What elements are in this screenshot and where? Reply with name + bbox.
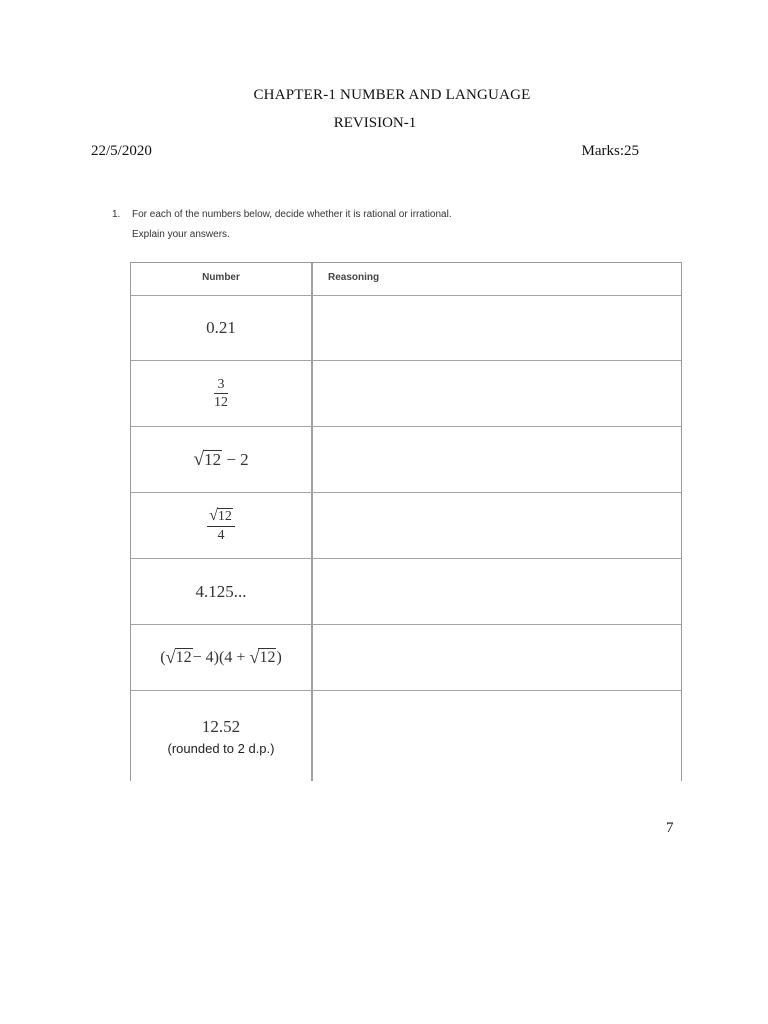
fraction-numerator: 3 bbox=[217, 376, 225, 392]
question-text-line-1: For each of the numbers below, decide whether it is rational or irrational. bbox=[132, 209, 452, 220]
fraction-denominator: 12 bbox=[214, 395, 228, 411]
number-cell bbox=[131, 559, 311, 624]
reasoning-cell[interactable] bbox=[312, 559, 681, 624]
question-text-line-2: Explain your answers. bbox=[132, 229, 230, 240]
fraction bbox=[207, 508, 235, 543]
column-header-reasoning: Reasoning bbox=[328, 272, 380, 283]
table-row bbox=[131, 493, 681, 559]
rounding-note: (rounded to 2 d.p.) bbox=[167, 740, 275, 756]
square-root bbox=[209, 508, 233, 524]
document-subtitle: REVISION-1 bbox=[333, 115, 417, 131]
math-expression bbox=[193, 450, 248, 470]
question-number: 1. bbox=[112, 209, 121, 220]
radical-sign-icon: √ bbox=[193, 448, 205, 470]
table-row bbox=[131, 427, 681, 493]
number-cell bbox=[131, 296, 311, 360]
fraction-denominator: 4 bbox=[217, 527, 225, 543]
number-value: 12.52 bbox=[201, 716, 241, 736]
table-row bbox=[131, 691, 681, 781]
reasoning-cell[interactable] bbox=[312, 427, 681, 492]
radical-sign-icon: √ bbox=[165, 647, 176, 668]
number-cell bbox=[131, 691, 311, 781]
fraction bbox=[214, 377, 228, 411]
fraction-numerator bbox=[207, 508, 235, 525]
page-number: 7 bbox=[666, 820, 674, 836]
number-cell bbox=[131, 625, 311, 690]
open-paren: ( bbox=[160, 648, 166, 666]
reasoning-cell[interactable] bbox=[312, 296, 681, 360]
radical-sign-icon: √ bbox=[249, 647, 260, 668]
radicand: 12 bbox=[175, 649, 192, 667]
number-value: 4.125... bbox=[195, 581, 247, 601]
reasoning-cell[interactable] bbox=[312, 361, 681, 426]
number-cell bbox=[131, 427, 311, 492]
column-header-number: Number bbox=[202, 272, 240, 283]
reasoning-cell[interactable] bbox=[312, 625, 681, 690]
table-row bbox=[131, 559, 681, 625]
square-root bbox=[249, 648, 276, 667]
table-header-row bbox=[131, 263, 681, 296]
number-value: 0.21 bbox=[206, 318, 236, 337]
reasoning-cell[interactable] bbox=[312, 493, 681, 558]
header-reasoning-cell bbox=[312, 263, 681, 295]
question-1 bbox=[112, 205, 452, 245]
expression-middle: − 4)(4 + bbox=[192, 648, 250, 666]
radicand: 12 bbox=[217, 508, 232, 524]
math-expression bbox=[160, 648, 282, 667]
fraction-bar bbox=[207, 526, 235, 527]
square-root bbox=[193, 450, 222, 470]
square-root bbox=[166, 648, 193, 667]
table-row bbox=[131, 625, 681, 691]
close-paren: ) bbox=[276, 648, 282, 666]
number-cell bbox=[131, 493, 311, 558]
expression-rest: − 2 bbox=[226, 449, 249, 469]
header-number-cell bbox=[131, 263, 311, 295]
document-date: 22/5/2020 bbox=[91, 143, 152, 159]
rational-irrational-table bbox=[130, 262, 682, 781]
table-row bbox=[131, 361, 681, 427]
number-cell bbox=[131, 361, 311, 426]
reasoning-cell[interactable] bbox=[312, 691, 681, 781]
radicand: 12 bbox=[259, 649, 276, 667]
table-row bbox=[131, 296, 681, 361]
radicand: 12 bbox=[204, 449, 222, 469]
radical-sign-icon: √ bbox=[209, 507, 218, 525]
total-marks: Marks:25 bbox=[581, 143, 639, 159]
document-title: CHAPTER-1 NUMBER AND LANGUAGE bbox=[253, 87, 531, 103]
fraction-bar bbox=[214, 393, 228, 394]
